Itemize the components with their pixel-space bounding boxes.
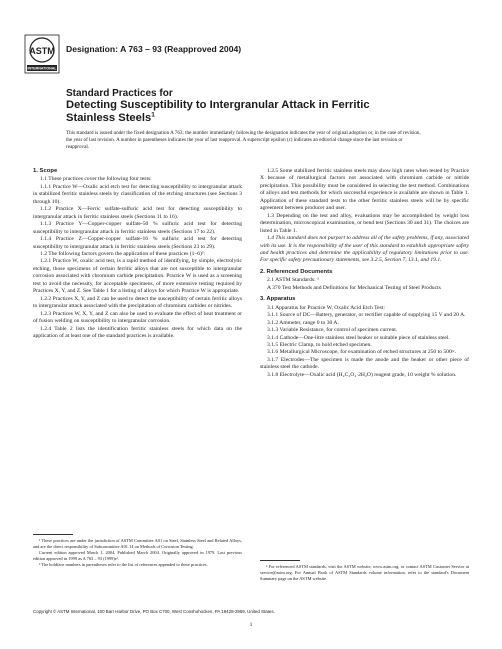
para-2-1: 2.1 ASTM Standards: ³ bbox=[267, 277, 319, 284]
para-1-1-2: 1.1.2 Practice X—Ferric sulfate-sulfuric acid test for detecting susceptibility to intergranular attack in ferritic stainless steels (Sections 11 to 16). bbox=[33, 206, 242, 220]
svg-text:ASTM: ASTM bbox=[29, 46, 55, 56]
document-title-text: Detecting Susceptibility to Intergranular Attack in Ferritic Stainless Steels bbox=[66, 99, 370, 124]
right-footnotes bbox=[260, 564, 469, 582]
footnote-1: ¹ These practices are under the jurisdiction of ASTM Committee A01 on Steel, Stainless Steel and Related Alloys, and are the direct responsibility of Subcommittee A01.14 on Methods of Corrosion Testing. bbox=[33, 538, 242, 549]
footnote-3: ³ For referenced ASTM standards, visit the ASTM website, www.astm.org, or contact ASTM Customer Service at service@astm.org. For Annual Book of ASTM Standards volume information, refer to the standard's Document Summary page on the ASTM website. bbox=[260, 564, 469, 581]
para-1-4 bbox=[260, 235, 469, 265]
ref-a370: A 370 Test Methods and Definitions for Mechanical Testing of Steel Products bbox=[267, 284, 441, 291]
para-3-1-3: 3.1.3 Variable Resistance, for control of specimen current. bbox=[267, 327, 398, 334]
logo-label: INTERNATIONAL bbox=[27, 66, 57, 71]
para-3-1-6: 3.1.6 Metallurgical Microscope, for examination of etched structures at 250 to 500×. bbox=[267, 349, 457, 356]
para-3-1-8: 3.1.8 Electrolyte—Oxalic acid (H₂C₂O₄·2H₂O) reagent grade, 10 weight % solution. bbox=[267, 371, 457, 378]
para-1-1: 1.1 These practices cover the following four tests: bbox=[40, 176, 152, 183]
document-title bbox=[66, 99, 396, 124]
para-3-1-2: 3.1.2 Ammeter, range 0 to 30 A. bbox=[267, 319, 339, 326]
para-1-1-3: 1.1.3 Practice Y—Copper-copper sulfate-50 % sulfuric acid test for detecting susceptibility to intergranular attack in ferritic stainless steels (Sections 17 to 22). bbox=[33, 221, 242, 235]
designation: Designation: A 763 – 93 (Reapproved 2004) bbox=[66, 44, 242, 54]
issue-note: This standard is issued under the fixed designation A 763; the number immediately following the designation indicates the year of original adoption or, in the case of revision, the year of last revision. A number in parentheses indicates the year of last reapproval. A superscript epsilon (ε) indicates an editorial change since the last revision or reapproval. bbox=[66, 130, 421, 151]
para-1-2-2: 1.2.2 Practices X, Y, and Z can be used to detect the susceptibility of certain ferritic alloys to intergranular attack associated with the precipitation of chromium carbides or nitrides. bbox=[33, 295, 242, 310]
left-footnotes bbox=[33, 538, 242, 568]
para-3-1-7: 3.1.7 Electrodes—The specimen is made the anode and the beaker or other piece of stainless steel the cathode. bbox=[260, 356, 469, 371]
page-number: 1 bbox=[249, 622, 253, 628]
para-1-2-1: 1.2.1 Practice W, oxalic acid test, is a rapid method of identifying, by simple, electrolytic etching, those specimens of certain ferritic alloys that are not susceptible to intergranular corrosion associated with chromium carbide precipitation. Practice W is used as a screening test to avoid the necessity, for acceptable specimens, of more extensive testing required by Practices X, Y, and Z. See Table 1 for a listing of alloys for which Practice W is appropriate. bbox=[33, 258, 242, 295]
right-column bbox=[260, 168, 469, 379]
para-1-3: 1.3 Depending on the test and alloy, evaluations may be accomplished by weight loss determination, microscopical examination, or bend test (Sections 30 and 31). The choices are listed in Table 1. bbox=[260, 212, 469, 234]
para-1-4-text: 1.4 This standard does not purport to address all of the safety problems, if any, associated with its use. It is the responsibility of the user of this standard to establish appropriate safety and health practices and determine the applicability of regulatory limitations prior to use. For specific safety precautionary statements, see 3.2.5, Section 7, 13.1, and 19.1. bbox=[260, 235, 469, 264]
para-3-1-4: 3.1.4 Cathode—One-litre stainless steel beaker or suitable piece of stainless steel. bbox=[267, 334, 450, 341]
footnote-1b: Current edition approved March 1, 2004. Published March 2004. Originally approved in 1979. Last previous edition approved in 1999 as A 763 – 93 (1999)ε¹. bbox=[33, 550, 242, 561]
para-1-2-3: 1.2.3 Practices W, X, Y, and Z can also be used to evaluate the effect of heat treatment or of fusion welding on susceptibility to intergranular corrosion. bbox=[33, 310, 242, 325]
astm-logo bbox=[24, 34, 60, 74]
section-heading-referenced-documents: 2. Referenced Documents bbox=[260, 268, 333, 275]
para-3-1-1: 3.1.1 Source of DC—Battery, generator, or rectifier capable of supplying 15 V and 20 A. bbox=[267, 312, 466, 319]
left-column bbox=[33, 168, 242, 340]
para-3-1-5: 3.1.5 Electric Clamp, to hold etched specimen. bbox=[267, 341, 372, 348]
para-1-2: 1.2 The following factors govern the application of these practices (1–6)²: bbox=[40, 250, 206, 257]
copyright-notice: Copyright © ASTM International, 100 Barr Harbor Drive, PO Box C700, West Conshohocken, PA 19428-2959, United States. bbox=[33, 609, 275, 614]
standard-type: Standard Practices for bbox=[66, 88, 173, 99]
title-footnote-marker: 1 bbox=[151, 110, 155, 118]
para-1-2-5: 1.2.5 Some stabilized ferritic stainless steels may show high rates when tested by Practice X because of metallurgical factors not associated with chromium carbide or nitride precipitation. This possibility must be considered in selecting the test method. Combinations of alloys and test methods for which successful experience is available are shown in Table 1. Application of these standard tests to the other ferritic stainless steels will be by specific agreement between producer and user. bbox=[260, 168, 469, 212]
section-heading-scope: 1. Scope bbox=[33, 168, 58, 174]
section-heading-apparatus: 3. Apparatus bbox=[260, 296, 296, 303]
para-1-1-1: 1.1.1 Practice W—Oxalic acid etch test for detecting susceptibility to intergranular attack in stabilized ferritic stainless steels by classification of the etching structures (see Sections 3 through 10). bbox=[33, 183, 242, 205]
footnote-rule-right bbox=[260, 560, 300, 561]
para-3-1: 3.1 Apparatus for Practice W, Oxalic Acid Etch Test: bbox=[267, 304, 385, 311]
para-1-2-4: 1.2.4 Table 2 lists the identification ferritic stainless steels for which data on the application of at least one of the standard practices is available. bbox=[33, 325, 242, 339]
para-1-1-4: 1.1.4 Practice Z—Copper-copper sulfate-16 % sulfuric acid test for detecting susceptibility to intergranular attack in ferritic stainless steels (Sections 23 to 29). bbox=[33, 236, 242, 250]
footnote-rule-left bbox=[33, 534, 73, 535]
footnote-2: ² The boldface numbers in parentheses refer to the list of references appended to these practices. bbox=[39, 562, 208, 567]
